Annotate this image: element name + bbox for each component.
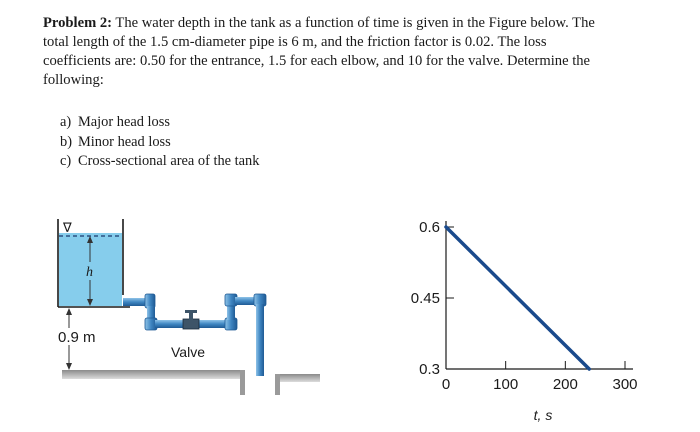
- pipe-elbow-1: [145, 294, 155, 308]
- x-axis-label: t, s: [533, 407, 553, 423]
- pipe-exit: [123, 298, 145, 306]
- valve-label: Valve: [171, 344, 205, 360]
- depth-label: h: [86, 265, 93, 280]
- height-label: 0.9 m: [58, 329, 96, 346]
- x-tick-label: 0: [441, 376, 451, 393]
- dim-09-arrow-up: [66, 308, 72, 315]
- depth-line: [446, 227, 589, 369]
- x-tick-label: 100: [493, 376, 519, 393]
- part-c: c) Cross-sectional area of the tank: [60, 153, 260, 169]
- x-tick-label: 200: [552, 376, 578, 393]
- problem-line-3: coefficients are: 0.50 for the entrance, 1.5 for each elbow, and 10 for the valve. Determine the: [43, 53, 591, 69]
- part-a: a) Major head loss: [60, 114, 170, 130]
- depth-chart: [375, 0, 638, 423]
- ground-right-step: [275, 374, 280, 395]
- y-tick-label: 0.45: [410, 290, 440, 307]
- problem-line-4: following:: [43, 72, 104, 88]
- pipe-rise: [227, 306, 235, 320]
- x-tick-label: 300: [612, 376, 638, 393]
- ground-right: [275, 374, 320, 382]
- dim-09-arrow-down: [66, 363, 72, 370]
- problem-line-1: Problem 2: The water depth in the tank as a function of time is given in the Figure below. The: [43, 15, 595, 31]
- pipe-outlet: [256, 304, 264, 376]
- tank-diagram: [56, 219, 320, 395]
- problem-label: Problem 2:: [43, 15, 113, 31]
- y-tick-label: 0.3: [419, 361, 440, 378]
- valve: [183, 310, 199, 329]
- ground-step: [240, 370, 245, 395]
- y-tick-label: 0.6: [419, 219, 440, 236]
- pipe-top: [235, 297, 255, 305]
- free-surface-symbol: ∇: [63, 220, 72, 235]
- part-b: b) Minor head loss: [60, 133, 171, 150]
- problem-line-2: total length of the 1.5 cm-diameter pipe is 6 m, and the friction factor is 0.02. The loss: [43, 34, 547, 50]
- ground-left: [62, 370, 245, 379]
